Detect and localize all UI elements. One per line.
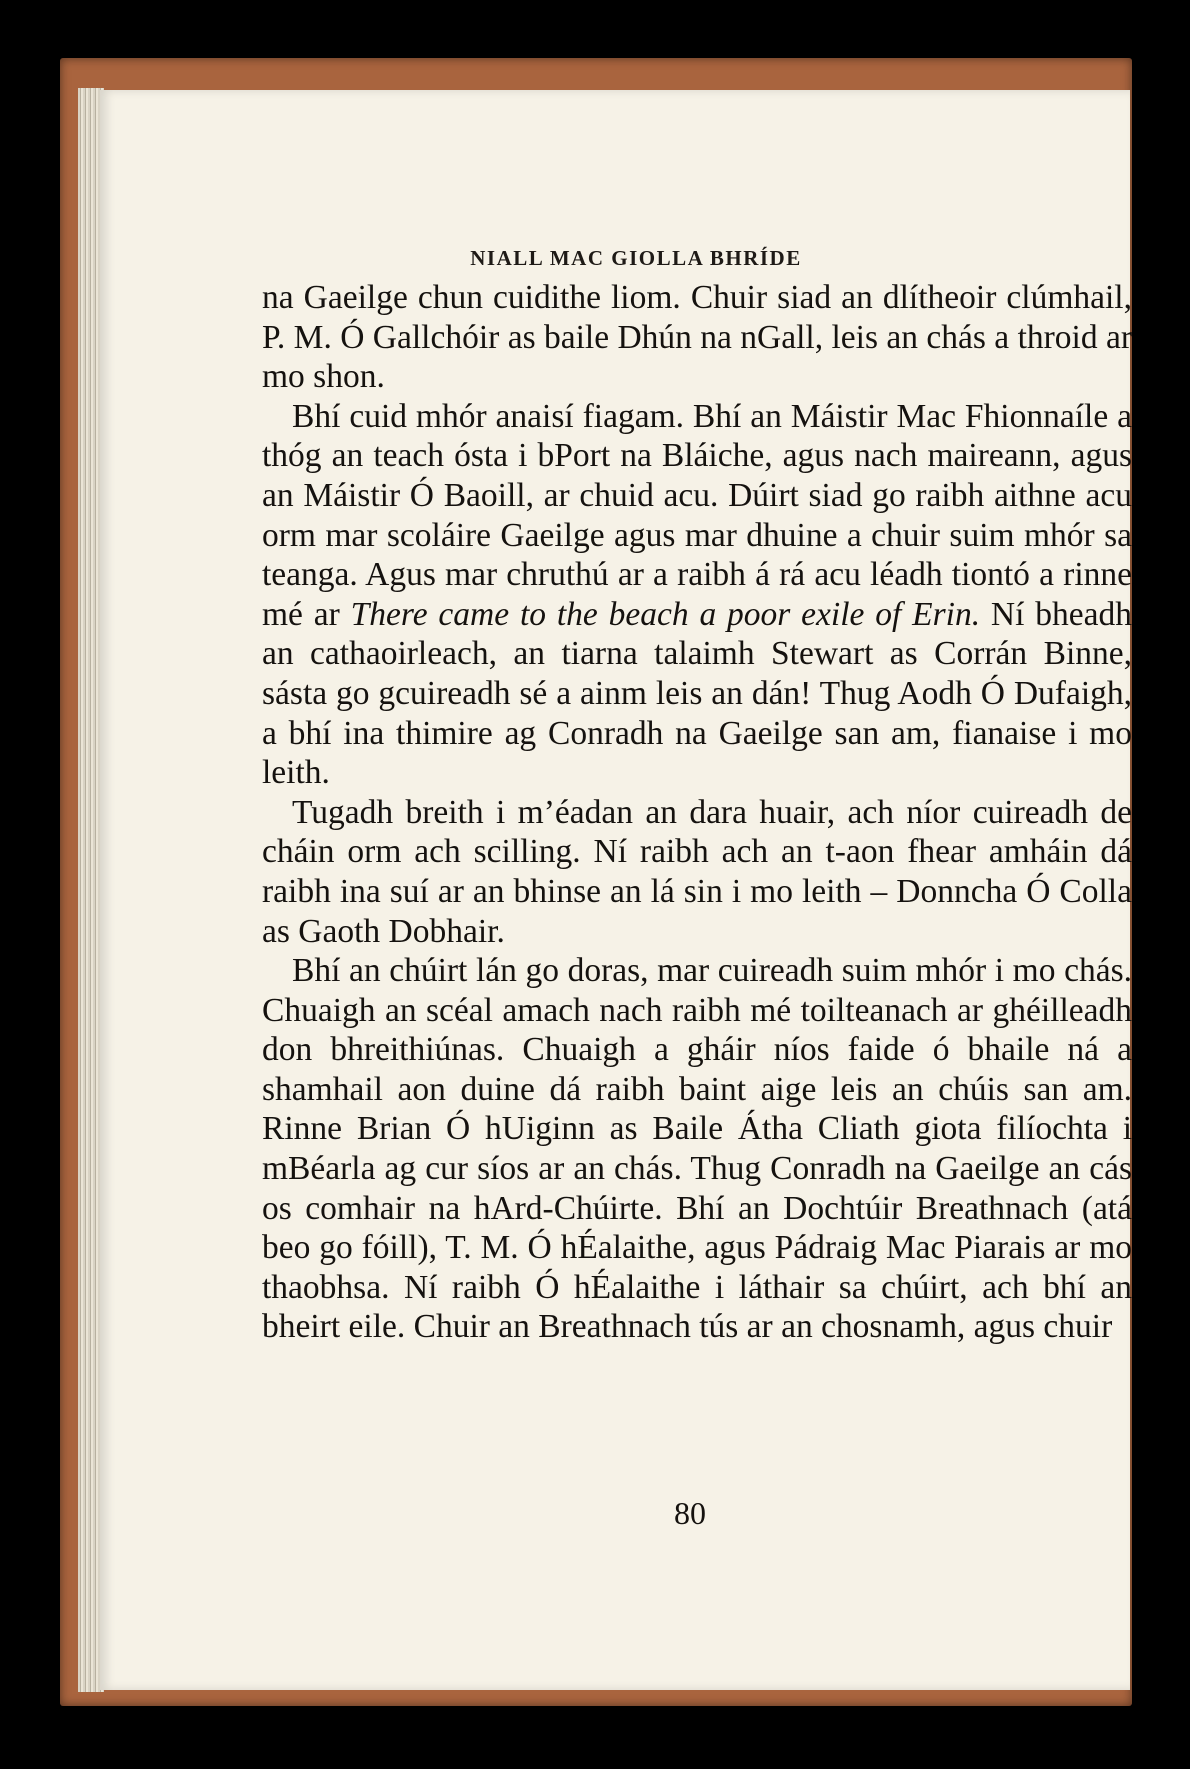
text-run: Ní bheadh an cathaoirleach, an tiarna talaimh Stewart as Corrán Binne, sásta go gcuireadh sé a ainm leis an dán! Thug Aodh Ó Dufaigh, a bhí ina thimire ag Conradh na Gaeilge san am, fianaise i mo leith. xyxy=(262,595,1133,792)
book-page xyxy=(100,90,1133,1690)
paragraph xyxy=(262,278,1132,397)
body-text xyxy=(262,278,1132,1347)
text-run: Tugadh breith i m’éadan an dara huair, ach níor cuireadh de cháin orm ach scilling. Ní raibh ach an t-aon fhear amháin dá raibh ina suí ar an bhinse an lá sin i mo leith – Donncha Ó Colla as Gaoth Dobhair. xyxy=(262,793,1132,950)
paragraph xyxy=(262,951,1132,1347)
text-run: na Gaeilge chun cuidithe liom. Chuir siad an dlítheoir clúmhail, P. M. Ó Gallchóir as baile Dhún na nGall, leis an chás a throid ar mo shon. xyxy=(262,279,1132,396)
paragraph xyxy=(262,397,1132,793)
text-run: Bhí an chúirt lán go doras, mar cuireadh suim mhór i mo chás. Chuaigh an scéal amach nach raibh mé toilteanach ar ghéilleadh don bhreithiúnas. Chuaigh a gháir níos faide ó bhaile ná a shamhail aon duine dá raibh baint aige leis an chúis san am. Rinne Brian Ó hUiginn as Baile Átha Cliath giota filíochta i mBéarla ag cur síos ar an chás. Thug Conradh na Gaeilge an cás os comhair na hArd-Chúirte. Bhí an Dochtúir Breathnach (atá beo go fóill), T. M. Ó hÉalaithe, agus Pádraig Mac Piarais ar mo thaobhsa. Ní raibh Ó hÉalaithe i láthair sa chúirt, ach bhí an bheirt eile. Chuir an Breathnach tús ar an chosnamh, agus chuir xyxy=(262,952,1132,1346)
italic-title: There came to the beach a poor exile of Erin. xyxy=(350,595,981,633)
text-run: Bhí cuid mhór anaisí fiagam. Bhí an Máistir Mac Fhionnaíle a thóg an teach ósta i bPort na Bláiche, agus nach maireann, agus an Máistir Ó Baoill, ar chuid acu. Dúirt siad go raibh aithne acu orm mar scoláire Gaeilge agus mar dhuine a chuir suim mhór sa teanga. Agus mar chruthú ar a raibh á rá acu léadh tiontó a rinne mé ar xyxy=(262,397,1132,633)
paragraph xyxy=(262,793,1132,951)
running-head: NIALL MAC GIOLLA BHRÍDE xyxy=(470,246,802,270)
page-number: 80 xyxy=(674,1495,706,1531)
